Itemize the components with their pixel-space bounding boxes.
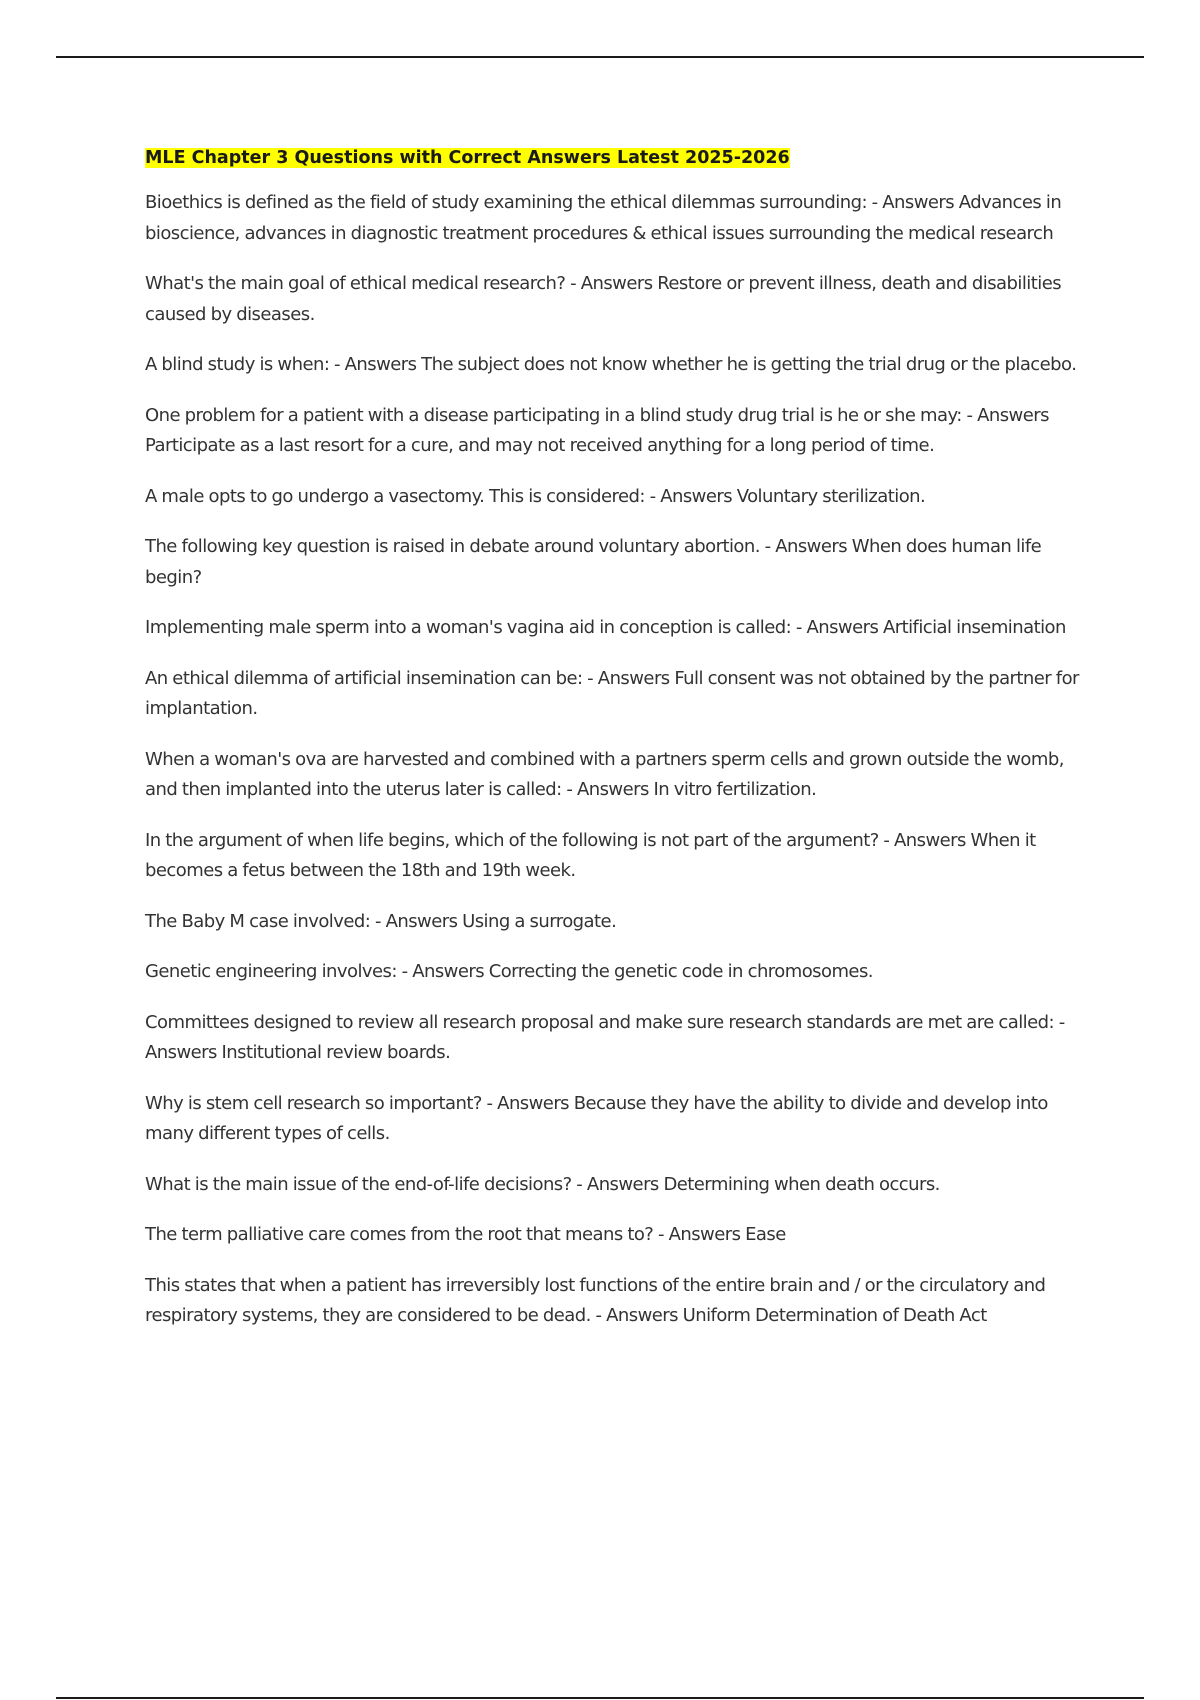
answer-separator: - Answers bbox=[644, 485, 737, 507]
qa-item bbox=[145, 664, 1090, 725]
qa-item bbox=[145, 957, 1090, 988]
qa-item bbox=[145, 826, 1090, 887]
header-rule bbox=[56, 56, 1144, 58]
answer-separator: - Answers bbox=[759, 536, 852, 557]
answer-separator: - Answers bbox=[481, 1092, 574, 1114]
answer-separator: - Answers bbox=[866, 192, 959, 213]
answer-text: Participate as a last resort for a cure, and may not received anything for a long period of time. bbox=[145, 435, 935, 456]
question-text: In the argument of when life begins, which of the following is not part of the argument? bbox=[145, 829, 879, 851]
answer-text: Full consent was not obtained by the partner for implantation. bbox=[145, 667, 1079, 719]
qa-item bbox=[145, 188, 1090, 249]
answer-separator: - Answers bbox=[878, 829, 971, 851]
answer-text: Advances in bioscience, advances in diagnostic treatment procedures & ethical issues surrounding the medical research bbox=[145, 192, 1062, 244]
question-text: What's the main goal of ethical medical research? bbox=[145, 273, 566, 294]
answer-separator: - Answers bbox=[653, 1224, 746, 1245]
highlighted-title-text: MLE Chapter 3 Questions with Correct Answers Latest 2025-2026 bbox=[145, 148, 790, 168]
question-text: The term palliative care comes from the root that means to? bbox=[145, 1224, 654, 1245]
qa-item bbox=[145, 1089, 1090, 1150]
answer-text: The subject does not know whether he is getting the trial drug or the placebo. bbox=[421, 354, 1077, 375]
answer-text: Because they have the ability to divide and develop into many different types of cells. bbox=[145, 1092, 1048, 1144]
question-text: What is the main issue of the end-of-life decisions? bbox=[145, 1173, 572, 1195]
document-body bbox=[145, 146, 1090, 1352]
answer-separator: - Answers bbox=[145, 1011, 1065, 1063]
qa-item bbox=[145, 1271, 1090, 1332]
question-text: Genetic engineering involves: bbox=[145, 961, 397, 982]
qa-item bbox=[145, 745, 1090, 806]
answer-text: Correcting the genetic code in chromosomes. bbox=[488, 961, 873, 982]
qa-item bbox=[145, 482, 1090, 513]
answer-text: Using a surrogate. bbox=[462, 910, 617, 932]
qa-item bbox=[145, 401, 1090, 462]
question-text: Implementing male sperm into a woman's vagina aid in conception is called: bbox=[145, 617, 792, 638]
qa-item bbox=[145, 1008, 1090, 1069]
question-text: An ethical dilemma of artificial insemination can be: bbox=[145, 667, 583, 689]
question-text: When a woman's ova are harvested and combined with a partners sperm cells and grown outside the womb, and then implanted into the uterus later is called: bbox=[145, 748, 1064, 800]
answer-text: Uniform Determination of Death Act bbox=[682, 1305, 987, 1326]
qa-item bbox=[145, 269, 1090, 330]
qa-item bbox=[145, 350, 1090, 381]
qa-item bbox=[145, 907, 1090, 938]
question-text: The following key question is raised in debate around voluntary abortion. bbox=[145, 536, 760, 557]
qa-item bbox=[145, 613, 1090, 644]
answer-text: Restore or prevent illness, death and disabilities caused by diseases. bbox=[145, 273, 1062, 325]
answer-separator: - Answers bbox=[590, 1305, 683, 1326]
question-text: This states that when a patient has irreversibly lost functions of the entire brain and / or the circulatory and respiratory systems, they are considered to be dead. bbox=[145, 1274, 1046, 1326]
qa-item bbox=[145, 1220, 1090, 1251]
answer-text: Voluntary sterilization. bbox=[736, 485, 926, 507]
question-text: Committees designed to review all research proposal and make sure research standards are met are called: bbox=[145, 1011, 1055, 1033]
footer-rule bbox=[56, 1697, 1144, 1699]
answer-text: When does human life begin? bbox=[145, 536, 1042, 588]
answer-separator: - Answers bbox=[370, 910, 463, 932]
answer-text: In vitro fertilization. bbox=[653, 779, 817, 800]
answer-separator: - Answers bbox=[565, 273, 658, 294]
question-text: One problem for a patient with a disease participating in a blind study drug trial is he or she may: bbox=[145, 404, 962, 426]
qa-item bbox=[145, 532, 1090, 593]
answer-separator: - Answers bbox=[396, 961, 489, 982]
qa-item bbox=[145, 1170, 1090, 1201]
answer-text: Determining when death occurs. bbox=[663, 1173, 940, 1195]
answer-separator: - Answers bbox=[582, 667, 675, 689]
document-title bbox=[145, 146, 1090, 170]
question-text: Why is stem cell research so important? bbox=[145, 1092, 482, 1114]
answer-separator: - Answers bbox=[329, 354, 422, 375]
question-text: A male opts to go undergo a vasectomy. This is considered: bbox=[145, 485, 645, 507]
question-text: Bioethics is defined as the field of study examining the ethical dilemmas surrounding: bbox=[145, 192, 867, 213]
answer-text: Ease bbox=[745, 1224, 786, 1245]
question-text: A blind study is when: bbox=[145, 354, 330, 375]
answer-separator: - Answers bbox=[571, 1173, 664, 1195]
question-text: The Baby M case involved: bbox=[145, 910, 371, 932]
answer-separator: - Answers bbox=[791, 617, 883, 638]
answer-text: Artificial insemination bbox=[882, 617, 1066, 638]
answer-text: Institutional review boards. bbox=[221, 1042, 451, 1063]
answer-separator: - Answers bbox=[961, 404, 1049, 426]
answer-separator: - Answers bbox=[561, 779, 654, 800]
answer-text: When it becomes a fetus between the 18th and 19th week. bbox=[145, 829, 1036, 881]
